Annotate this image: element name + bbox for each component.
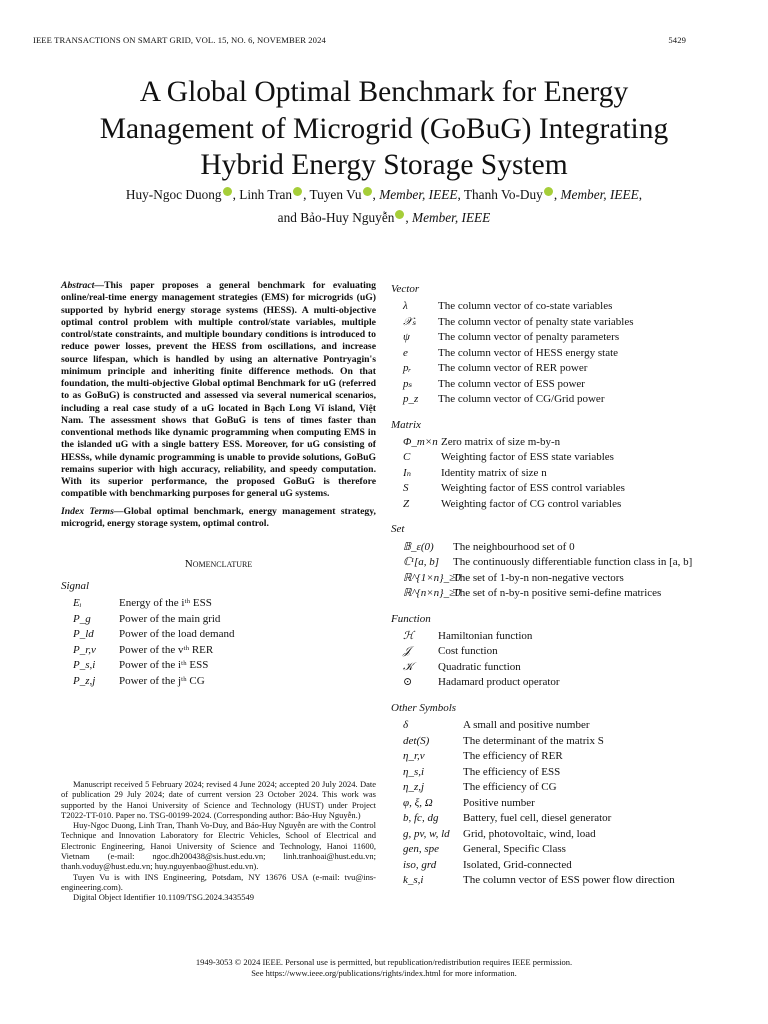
function-description: Quadratic function (438, 660, 521, 673)
signal-entry (73, 643, 376, 659)
matrix-symbol: S (403, 482, 409, 495)
set-entry (403, 555, 709, 571)
vector-symbol: pᵣ (403, 362, 412, 375)
vector-entry (403, 330, 709, 346)
vector-symbol: e (403, 346, 408, 359)
footnotes (61, 779, 376, 903)
function-description: Cost function (438, 645, 498, 658)
page-number: 5429 (668, 35, 686, 45)
manuscript-note: Manuscript received 5 February 2024; revised 4 June 2024; accepted 20 July 2024. Date of publication 29 July 2024; date of current version 23 October 2024. This work was supported by the Hanoi University of Science and Technology (HUST) under Project T2022-TT-010. Paper no. TSG-00199-2024. (Corresponding author: Bảo-Huy Nguyễn.) (61, 779, 376, 820)
signal-description: Power of the main grid (119, 612, 221, 625)
matrix-entry (403, 450, 709, 466)
right-column (391, 283, 709, 889)
signal-list (73, 596, 376, 689)
other-symbol: iso, grd (403, 858, 437, 871)
author-2: Linh Tran (239, 187, 293, 202)
other-symbol: b, fc, dg (403, 812, 439, 825)
set-heading: Set (391, 523, 405, 536)
signal-entry (73, 596, 376, 612)
other-description: Battery, fuel cell, diesel generator (463, 812, 612, 825)
signal-description: Energy of the iᵗʰ ESS (119, 597, 212, 610)
set-description: The set of 1-by-n non-negative vectors (453, 571, 624, 584)
other-description: Grid, photovoltaic, wind, load (463, 827, 596, 840)
other-entry (403, 718, 709, 734)
other-symbol: k_s,i (403, 874, 424, 887)
matrix-description: Identity matrix of size n (441, 466, 547, 479)
other-entry (403, 780, 709, 796)
index-terms-lead: Index Terms— (61, 505, 124, 517)
other-description: The determinant of the matrix S (463, 734, 604, 747)
rights-link-line: See https://www.ieee.org/publications/rights/index.html for more information. (251, 967, 517, 978)
copyright-footer (40, 957, 728, 978)
other-description: Isolated, Grid-connected (463, 858, 572, 871)
author-1: Huy-Ngoc Duong (125, 187, 222, 202)
vector-description: The column vector of CG/Grid power (438, 393, 605, 406)
set-description: The continuously differentiable function class in [a, b] (453, 556, 693, 569)
author-4-membership: Member, IEEE (560, 187, 639, 202)
set-symbol: ℝ^{n×n}_≥0 (403, 587, 461, 600)
author-3-membership: Member, IEEE (379, 187, 458, 202)
author-5-membership: Member, IEEE (412, 210, 491, 225)
signal-entry (73, 627, 376, 643)
vector-description: The column vector of HESS energy state (438, 346, 619, 359)
signal-entry (73, 674, 376, 690)
other-entry (403, 796, 709, 812)
function-entry (403, 629, 709, 645)
other-description: A small and positive number (463, 719, 590, 732)
vector-description: The column vector of penalty state variables (438, 315, 634, 328)
other-entry (403, 858, 709, 874)
other-description: The efficiency of CG (463, 781, 557, 794)
function-entry (403, 644, 709, 660)
function-entry (403, 675, 709, 691)
set-list (403, 540, 709, 602)
vector-heading: Vector (391, 283, 420, 295)
journal-info: IEEE TRANSACTIONS ON SMART GRID, VOL. 15, NO. 6, NOVEMBER 2024 (33, 35, 326, 45)
author-and: and (277, 210, 297, 225)
index-terms (61, 506, 376, 531)
vector-description: The column vector of RER power (438, 362, 588, 375)
abstract (61, 280, 376, 501)
author-3: Tuyen Vu (309, 187, 362, 202)
author-5: Bảo-Huy Nguyễn (300, 210, 395, 225)
vector-entry (403, 377, 709, 393)
other-entry (403, 749, 709, 765)
matrix-symbol: Φ_m×n (403, 435, 438, 448)
signal-heading: Signal (61, 580, 90, 593)
vector-entry (403, 315, 709, 331)
signal-description: Power of the iᵗʰ ESS (119, 659, 209, 672)
function-symbol: 𝒥 (403, 645, 411, 658)
other-symbol: det(S) (403, 734, 430, 747)
signal-description: Power of the vᵗʰ RER (119, 643, 214, 656)
function-heading: Function (391, 612, 431, 625)
signal-symbol: P_s,i (73, 659, 96, 672)
vector-entry (403, 361, 709, 377)
set-description: The neighbourhood set of 0 (453, 540, 575, 553)
signal-description: Power of the jᵗʰ CG (119, 674, 205, 687)
function-description: Hadamard product operator (438, 676, 560, 689)
author-list: Huy-Ngoc Duong , Linh Tran , Tuyen Vu , Member, IEEE, Thanh Vo-Duy , Member, IEEE, and Bảo-Huy Nguyễn , Member, IEEE (125, 187, 643, 225)
vector-symbol: λ (403, 300, 408, 313)
doi-note: Digital Object Identifier 10.1109/TSG.2024.3435549 (73, 892, 254, 903)
set-entry (403, 571, 709, 587)
vector-description: The column vector of penalty parameters (438, 331, 620, 344)
running-header (33, 35, 686, 45)
matrix-entry (403, 435, 709, 451)
signal-entry (73, 658, 376, 674)
vector-symbol: 𝒳ₛ (403, 315, 417, 328)
matrix-entry (403, 466, 709, 482)
vector-symbol: ψ (403, 331, 410, 344)
other-symbols-heading: Other Symbols (391, 701, 457, 714)
other-symbol: φ, ξ, Ω (403, 796, 433, 809)
vector-symbol: p_z (403, 393, 419, 406)
affiliation-note-2: Tuyen Vu is with INS Engineering, Potsdam, NY 13676 USA (e-mail: tvu@ins-engineering.com). (61, 871, 376, 892)
signal-symbol: P_r,v (73, 643, 96, 656)
title-line-2: Management of Microgrid (GoBuG) Integrating (99, 112, 669, 145)
function-symbol: ℋ (403, 629, 414, 642)
vector-description: The column vector of ESS power (438, 377, 585, 390)
copyright-line: 1949-3053 © 2024 IEEE. Personal use is permitted, but republication/redistribution requires IEEE permission. (195, 957, 573, 967)
set-symbol: ℝ^{1×n}_≥0 (403, 571, 461, 584)
vector-list (403, 299, 709, 408)
signal-symbol: Eᵢ (73, 597, 82, 610)
matrix-symbol: Z (403, 497, 410, 510)
matrix-entry (403, 497, 709, 513)
matrix-description: Weighting factor of ESS state variables (441, 451, 614, 464)
abstract-lead: Abstract— (61, 280, 105, 291)
other-entry (403, 765, 709, 781)
matrix-entry (403, 481, 709, 497)
other-description: The column vector of ESS power flow direction (463, 874, 675, 887)
other-symbol: η_s,i (403, 765, 425, 778)
signal-symbol: P_z,j (73, 674, 96, 687)
matrix-list (403, 435, 709, 513)
matrix-description: Weighting factor of CG control variables (441, 497, 622, 510)
set-entry (403, 540, 709, 556)
title-line-1: A Global Optimal Benchmark for Energy (139, 76, 629, 108)
other-symbol: δ (403, 719, 409, 732)
matrix-description: Zero matrix of size m-by-n (441, 435, 561, 448)
vector-symbol: pₛ (403, 377, 413, 390)
other-entry (403, 811, 709, 827)
vector-entry (403, 299, 709, 315)
signal-entry (73, 612, 376, 628)
affiliation-note: Huy-Ngoc Duong, Linh Tran, Thanh Vo-Duy, and Bảo-Huy Nguyễn are with the Control Technique and Innovation Laboratory for Electric Vehicles, School of Electrical and Electronic Engineering, Hanoi University of Science and Technology, Hanoi 11600, Vietnam (e-mail: ngoc.dh200438@sis.hust.edu.vn; linh.tranhoai@hust.edu.vn; thanh.voduy@hust.edu.vn; huy.nguyenbao@hust.edu.vn). (61, 820, 376, 872)
function-description: Hamiltonian function (438, 629, 533, 642)
other-description: General, Specific Class (463, 843, 566, 856)
other-symbol: gen, spe (403, 843, 440, 856)
other-entry (403, 873, 709, 889)
title-line-3: Hybrid Energy Storage System (200, 149, 568, 181)
function-list (403, 629, 709, 691)
other-description: Positive number (463, 796, 535, 809)
other-description: The efficiency of RER (463, 750, 563, 763)
abstract-body: This paper proposes a general benchmark for evaluating online/real-time energy management strategies (EMS) for microgrids (uG) supported by hybrid energy storage systems (HESS). A multi-objective optimal control problem with multiple control/state variables, multiple control/state constraints, and multiple boundary conditions is introduced to reduce power losses, prevent the HESS from oscillations, and increase source lifespan, which is handled by using an alternative Pontryagin's minimum principle and inheriting finite difference methods. On that foundation, the multi-objective Global optimal Benchmark for uG (referred to as GoBuG) is constructed and assessed via several numerical scenarios, including a real case study of a uG located in Bạch Long Vĩ island, Việt Nam. The assessment shows that GoBuG is tens of times faster than conventional methods like dynamic programming when computing EMS in the islanded uG with a single battery ESS. Moreover, for uG consisting of HESSs, while dynamic programming is unable to provide solutions, GoBuG remains superior with high accuracy, reliability, and speedy computation. With its superior performance, the proposed GoBuG is therefore compatible with benchmarking purposes for general uG systems. (61, 280, 376, 500)
vector-entry (403, 346, 709, 362)
matrix-description: Weighting factor of ESS control variables (441, 482, 625, 495)
other-symbol: η_z,j (403, 781, 425, 794)
set-description: The set of n-by-n positive semi-define matrices (453, 587, 662, 600)
other-entry (403, 842, 709, 858)
orcid-icon[interactable] (293, 187, 302, 196)
matrix-heading: Matrix (391, 418, 421, 431)
other-entry (403, 734, 709, 750)
set-symbol: ℂ¹[a, b] (403, 556, 440, 569)
set-symbol: 𝔹_ε(0) (403, 540, 434, 553)
other-symbols-list (403, 718, 709, 889)
left-column (61, 280, 376, 689)
function-entry (403, 660, 709, 676)
other-description: The efficiency of ESS (463, 765, 561, 778)
orcid-icon[interactable] (544, 187, 553, 196)
set-entry (403, 586, 709, 602)
author-4: Thanh Vo-Duy (463, 187, 543, 202)
other-symbol: g, pv, w, ld (403, 827, 450, 840)
orcid-icon[interactable] (223, 187, 232, 196)
other-entry (403, 827, 709, 843)
matrix-symbol: C (403, 451, 411, 464)
orcid-icon[interactable] (363, 187, 372, 196)
paper-title (40, 74, 728, 184)
other-symbol: η_r,v (403, 750, 425, 763)
function-symbol: ⊙ (403, 676, 413, 689)
orcid-icon[interactable] (395, 210, 404, 219)
index-terms-body: Global optimal benchmark, energy management strategy, microgrid, energy storage system, optimal control. (61, 505, 376, 529)
function-symbol: 𝒦 (403, 660, 414, 673)
vector-entry (403, 392, 709, 408)
nomenclature-heading: Nomenclature (184, 558, 253, 570)
vector-description: The column vector of co-state variables (438, 300, 613, 313)
matrix-symbol: Iₙ (403, 466, 412, 479)
signal-description: Power of the load demand (119, 628, 235, 641)
signal-symbol: P_ld (73, 628, 94, 641)
signal-symbol: P_g (73, 612, 91, 625)
